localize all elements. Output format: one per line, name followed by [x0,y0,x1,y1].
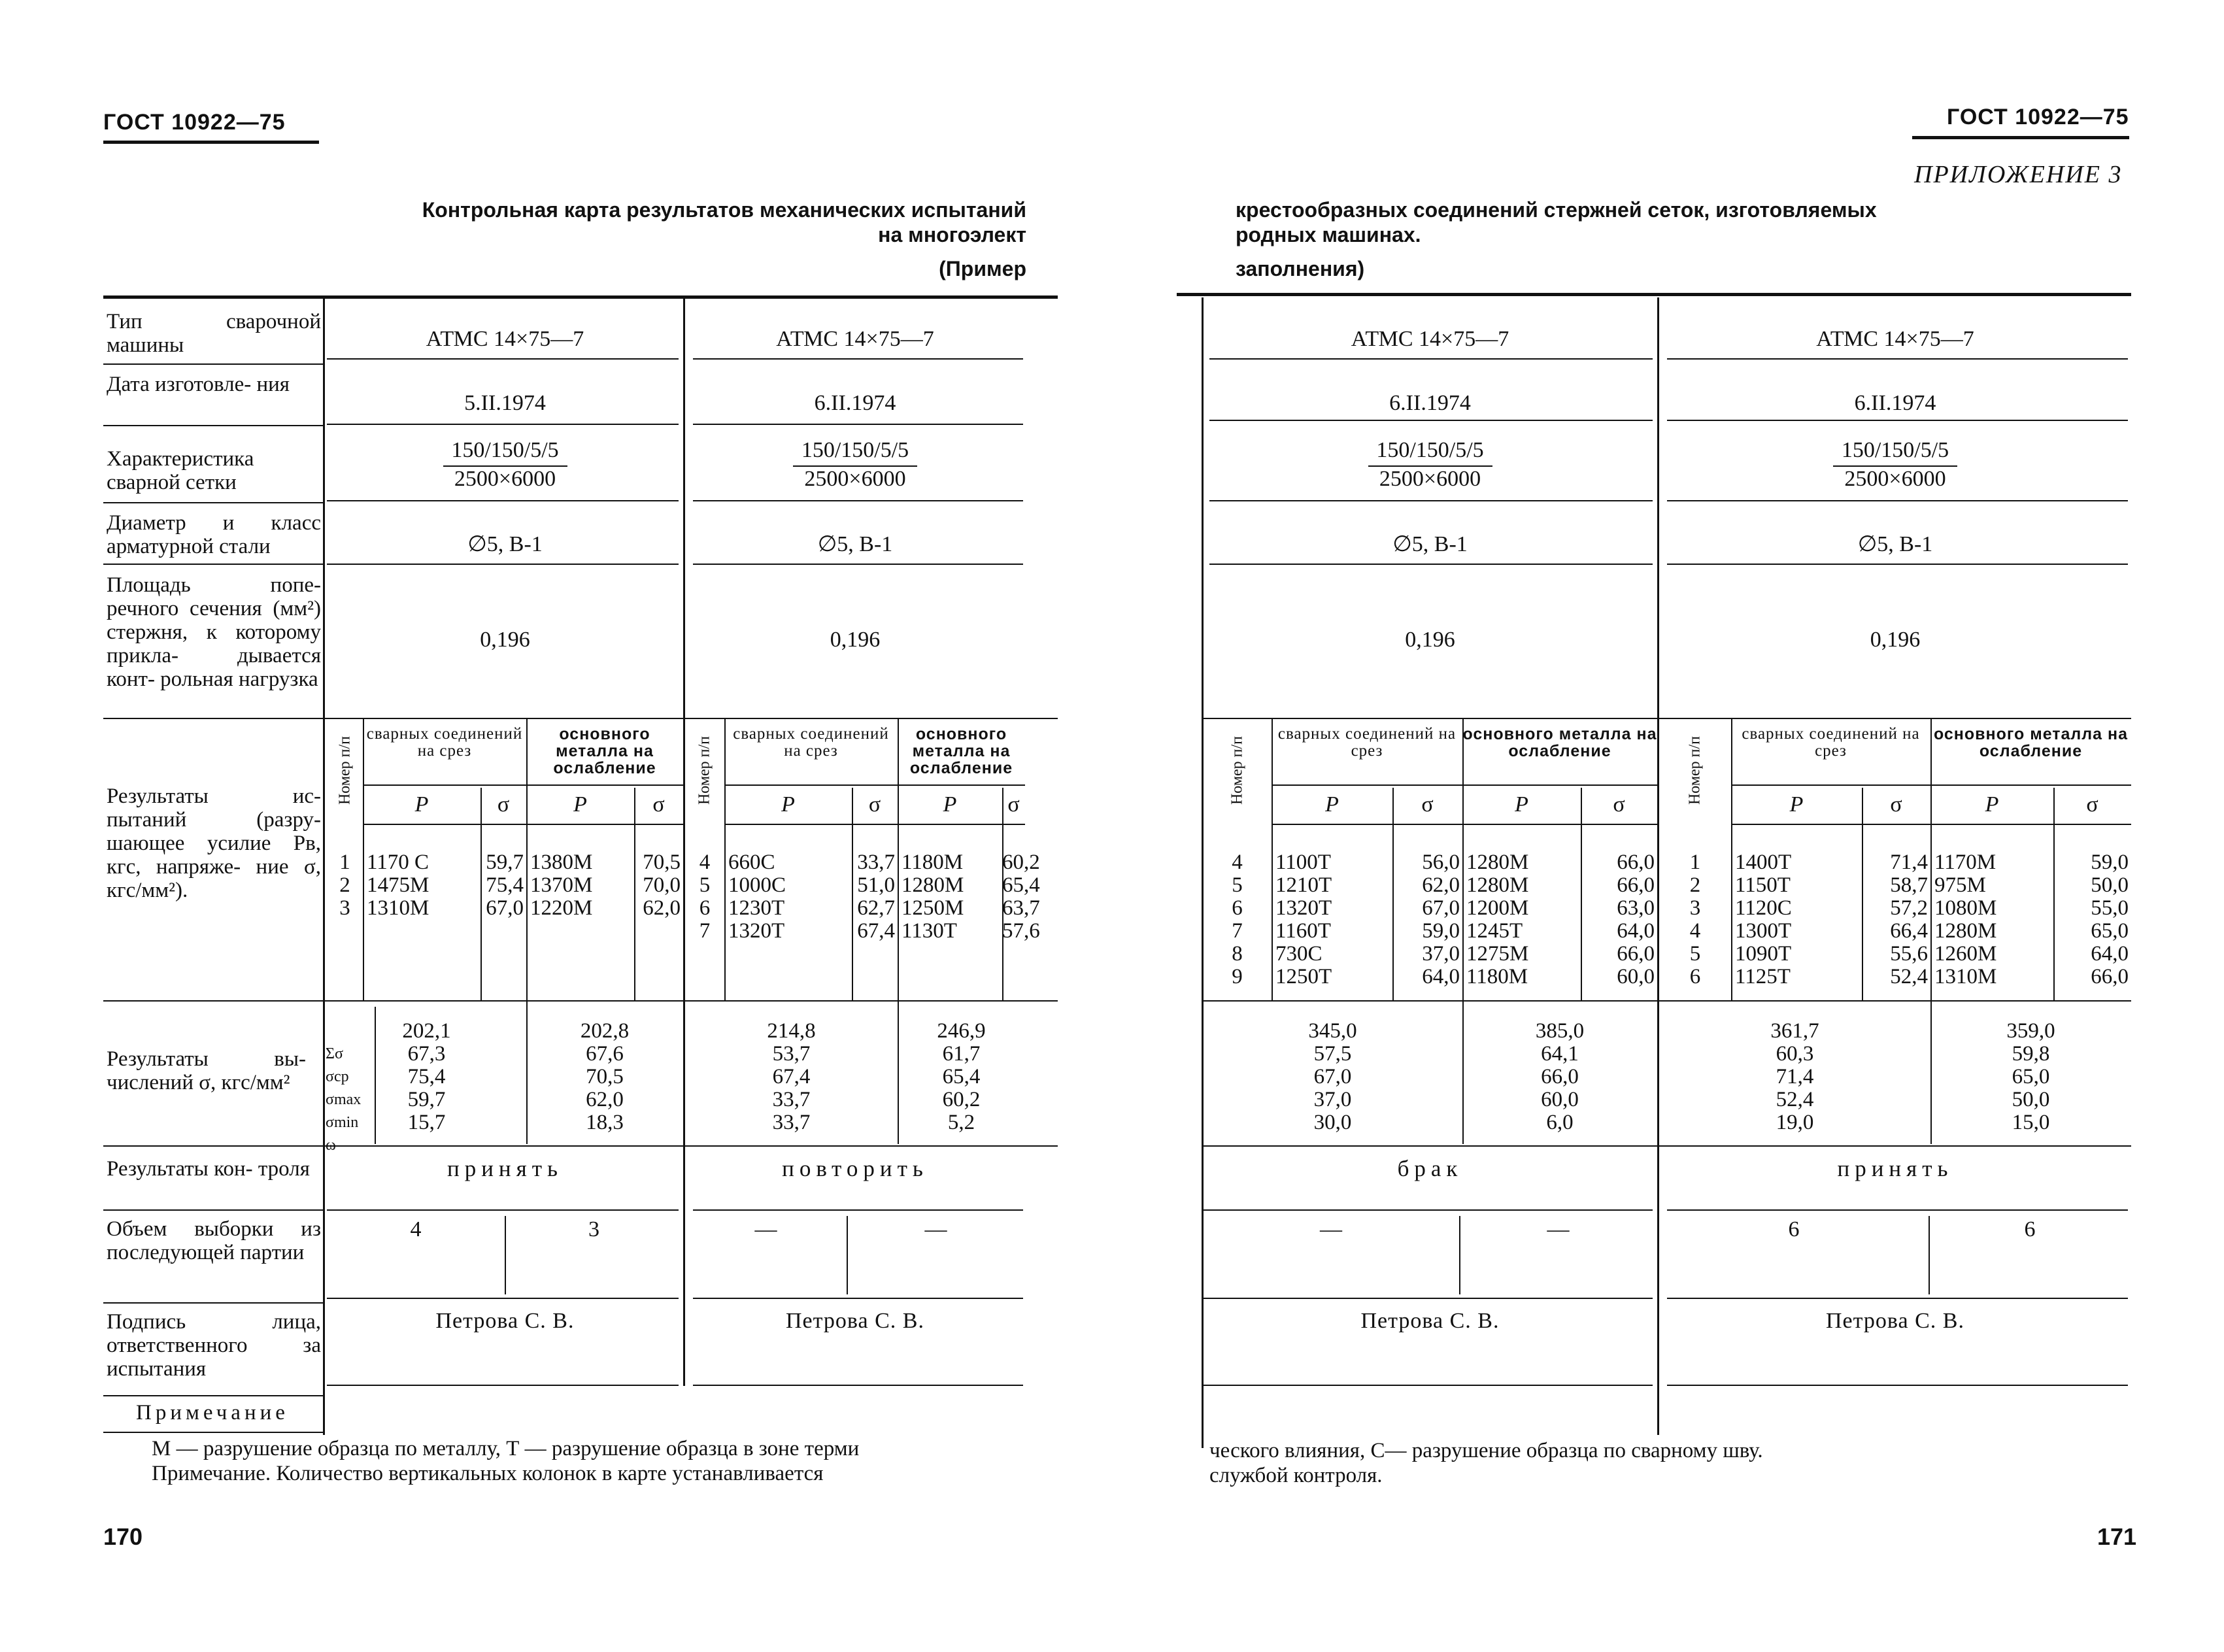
date-value: 6.II.1974 [814,391,896,415]
row-rule [103,1209,323,1211]
row-rule [1203,1145,2131,1147]
welded-header: сварных соединений на срез [1277,725,1457,760]
row-rule [103,564,323,565]
cell-rule [327,564,679,565]
P-header-welded: P [1789,792,1804,817]
footnote-left-1: М — разрушение образца по металлу, Т — разрушение образца в зоне терми [152,1437,860,1460]
cell-rule [327,1209,679,1211]
cell-rule [327,1385,679,1386]
diameter-value: ∅5, В-1 [467,532,543,556]
row-rule [103,502,323,503]
sample-numbers: 4 5 6 7 [699,851,711,943]
sigma-header-base: σ [1007,792,1020,817]
page-number-left: 170 [103,1523,143,1550]
base-P-values: 1180М 1280М 1250М 1130Т [901,851,964,943]
welded-stats: 202,1 67,3 75,4 59,7 15,7 [402,1019,451,1134]
row-rule [103,1145,1058,1147]
label-col-divider [323,297,325,1435]
row-rule [103,425,323,426]
cell-rule [1203,1298,1653,1299]
subtable-rule [724,784,1025,786]
sigma-header-welded: σ [1421,792,1434,817]
cell-rule [1667,1298,2128,1299]
sigma-header-welded: σ [1890,792,1902,817]
num-header: Номер п/п [336,735,353,805]
cell-rule [1667,420,2128,421]
row-rule [1203,1000,2131,1002]
subtable-divider [1272,719,1273,1000]
welded-sigma-values: 71,4 58,7 57,2 66,4 55,6 52,4 [1890,851,1928,988]
num-header: Номер п/п [696,735,713,805]
subtable-rule [724,824,1025,825]
sample-volume-1: — [1320,1217,1342,1241]
mesh-top-value: 150/150/5/5 [801,438,909,462]
control-result: повторить [782,1156,928,1181]
gost-header-right: ГОСТ 10922—75 [1947,105,2129,129]
label-area: Площадь попе- речного сечения (мм²) стержня, к которому прикла- дывается конт- рольная нагрузка [107,573,321,691]
sample-volume-1: 6 [1788,1217,1800,1241]
row-rule [103,363,323,365]
sample-numbers: 1 2 3 [339,851,350,920]
sample-numbers: 4 5 6 7 8 9 [1232,851,1243,988]
title-left-line1: Контрольная карта результатов механических испытаний [422,198,1026,222]
label-date: Дата изготовле- ния [107,373,290,396]
row-rule [103,718,1058,719]
base-P-values: 1380М 1370М 1220М [530,851,593,920]
row-rule [1203,718,2131,719]
label-calc-results: Результаты вы- числений σ, кгс/мм² [107,1047,306,1094]
welded-stats: 214,8 53,7 67,4 33,7 33,7 [767,1019,816,1134]
subtable-divider [1731,719,1732,1000]
cell-rule [1667,500,2128,501]
subtable-rule [363,784,683,786]
base-header: основного металла на ослабление [1462,725,1657,760]
diameter-value: ∅5, В-1 [1857,532,1933,556]
cell-rule [327,424,679,425]
sigma-header-welded: σ [497,792,510,817]
subtable-rule [1731,784,2131,786]
cell-rule [1203,1385,1653,1386]
welded-header: сварных соединений на срез [366,725,523,760]
cell-rule [1209,564,1653,565]
area-value: 0,196 [1405,628,1455,652]
title-right-line3: заполнения) [1236,257,1365,280]
diameter-value: ∅5, В-1 [817,532,893,556]
date-value: 6.II.1974 [1854,391,1936,415]
label-note: Примечание [136,1401,289,1424]
cell-rule [693,500,1023,501]
mesh-top-value: 150/150/5/5 [1841,438,1949,462]
subtable-rule [363,824,683,825]
cell-rule [1209,420,1653,421]
cell-rule [327,358,679,360]
P-header-welded: P [414,792,429,817]
signature-value: Петрова С. В. [1360,1309,1500,1333]
sigma-header-base: σ [1613,792,1625,817]
footnote-left-2 [152,1461,823,1486]
sample-numbers: 1 2 3 4 5 6 [1689,851,1701,988]
welded-P-values: 660С 1000С 1230Т 1320Т [728,851,786,943]
base-stats: 202,8 67,6 70,5 62,0 18,3 [580,1019,630,1134]
cell-rule [1209,500,1653,501]
cell-rule [693,358,1023,360]
header-rule-right [1912,136,2129,139]
row-rule [103,1395,323,1396]
cell-rule [693,564,1023,565]
cell-rule [1667,564,2128,565]
P-header-welded: P [781,792,795,817]
area-value: 0,196 [1870,628,1921,652]
welded-stats: 345,0 57,5 67,0 37,0 30,0 [1308,1019,1357,1134]
page-number-right: 171 [2097,1523,2137,1550]
welded-sigma-values: 56,0 62,0 67,0 59,0 37,0 64,0 [1422,851,1460,988]
sigma-header-base: σ [652,792,665,817]
cell-rule [1667,1209,2128,1211]
welded-P-values: 1100Т 1210Т 1320Т 1160Т 730С 1250Т [1275,851,1332,988]
label-machine-type: Тип сварочной машины [107,310,321,357]
welded-header: сварных соединений на срез [1742,725,1920,760]
base-header: основного металла на ослабление [1933,725,2129,760]
mesh-bottom-value: 2500×6000 [804,467,906,491]
cell-rule [693,1298,1023,1299]
row-rule [103,1000,1058,1002]
title-right-line2: родных машинах. [1236,223,1421,246]
cell-rule [693,424,1023,425]
welded-sigma-values: 33,7 51,0 62,7 67,4 [857,851,895,943]
mesh-top-value: 150/150/5/5 [1376,438,1484,462]
gost-header-left: ГОСТ 10922—75 [103,110,286,135]
cell-rule [1209,358,1653,360]
welded-stats: 361,7 60,3 71,4 52,4 19,0 [1770,1019,1819,1134]
sample-volume-2: 6 [2024,1217,2036,1241]
control-result: принять [446,1156,564,1181]
P-header-base: P [1985,792,1999,817]
subtable-divider [1930,719,1932,1000]
subtable-rule [1272,824,1657,825]
base-stats: 359,0 59,8 65,0 50,0 15,0 [2006,1019,2055,1134]
base-sigma-values: 59,0 50,0 55,0 65,0 64,0 66,0 [2091,851,2129,988]
machine-type-value: АТМС 14×75—7 [1816,327,1974,351]
base-sigma-values: 70,5 70,0 62,0 [643,851,681,920]
sigma-header-base: σ [2086,792,2098,817]
base-P-values: 1280М 1280М 1200М 1245Т 1275М 1180М [1466,851,1529,988]
table-top-rule-right [1177,293,2131,296]
mesh-bottom-value: 2500×6000 [1844,467,1946,491]
welded-P-values: 1170 С 1475М 1310М [367,851,430,920]
date-value: 5.II.1974 [464,391,546,415]
welded-sigma-values: 59,7 75,4 67,0 [486,851,524,920]
P-header-base: P [943,792,957,817]
header-rule-left [103,141,319,144]
P-header-base: P [573,792,587,817]
cell-rule [1667,1385,2128,1386]
title-left-line3: (Пример [939,257,1026,280]
base-sigma-values: 66,0 66,0 63,0 64,0 66,0 60,0 [1617,851,1655,988]
base-header: основного металла на ослабление [909,725,1013,777]
cell-rule [1667,358,2128,360]
title-right-line1: крестообразных соединений стержней сеток, изготовляемых [1236,198,1877,222]
machine-type-value: АТМС 14×75—7 [776,327,934,351]
subtable-divider [724,719,726,1000]
diameter-value: ∅5, В-1 [1392,532,1468,556]
sample-volume-1: 4 [410,1217,422,1241]
sample-volume-2: 3 [588,1217,599,1241]
welded-header: сварных соединений на срез [733,725,889,760]
footnote-right-2: службой контроля. [1209,1464,1383,1487]
row-rule [103,1302,323,1304]
signature-value: Петрова С. В. [435,1309,575,1333]
title-left-line2: на многоэлект [878,223,1026,246]
P-header-welded: P [1325,792,1339,817]
footnote-right-1: ческого влияния, С— разрушение образца по сварному шву. [1209,1439,1763,1462]
footnote-left-2-text: Примечание. Количество вертикальных колонок в карте устанавливается [152,1462,824,1485]
stat-symbols: Σσ σср σmax σmin ω [326,1045,362,1154]
signature-value: Петрова С. В. [786,1309,924,1333]
machine-type-value: АТМС 14×75—7 [1351,327,1509,351]
row-rule [103,1432,323,1433]
subtable-divider [363,719,364,1000]
base-stats: 246,9 61,7 65,4 60,2 5,2 [937,1019,986,1134]
signature-value: Петрова С. В. [1826,1309,1964,1333]
mesh-bottom-value: 2500×6000 [454,467,556,491]
area-value: 0,196 [480,628,530,652]
welded-P-values: 1400Т 1150Т 1120С 1300Т 1090Т 1125Т [1735,851,1792,988]
label-diameter: Диаметр и класс арматурной стали [107,511,321,558]
cell-rule [693,1385,1023,1386]
base-sigma-values: 60,2 65,4 63,7 57,6 [1002,851,1040,943]
base-P-values: 1170М 975М 1080М 1280М 1260М 1310М [1934,851,1997,988]
sample-volume-1: — [754,1217,777,1241]
label-sample-volume: Объем выборки из последующей партии [107,1217,321,1264]
sample-volume-2: — [1547,1217,1570,1241]
mesh-top-value: 150/150/5/5 [451,438,559,462]
label-mesh: Характеристика сварной сетки [107,447,254,494]
cell-rule [693,1209,1023,1211]
area-value: 0,196 [830,628,881,652]
P-header-base: P [1515,792,1528,817]
machine-type-value: АТМС 14×75—7 [426,327,584,351]
cell-rule [327,500,679,501]
num-header: Номер п/п [1228,735,1245,805]
appendix-label: ПРИЛОЖЕНИЕ 3 [1914,161,2123,188]
num-header: Номер п/п [1686,735,1704,805]
cell-rule [327,1298,679,1299]
table-top-rule-left [103,295,1058,299]
subtable-rule [1731,824,2131,825]
mesh-bottom-value: 2500×6000 [1379,467,1481,491]
subtable-divider [1462,719,1464,1000]
control-result: брак [1397,1156,1463,1181]
sigma-header-welded: σ [868,792,881,817]
label-signature: Подпись лица, ответственного за испытания [107,1310,321,1381]
base-header: основного металла на ослабление [553,725,656,777]
control-result: принять [1837,1156,1953,1181]
sample-volume-2: — [924,1217,947,1241]
base-stats: 385,0 64,1 66,0 60,0 6,0 [1535,1019,1585,1134]
label-test-results: Результаты ис- пытаний (разру- шающее усилие Pв, кгс, напряже- ние σ, кгс/мм²). [107,784,321,902]
date-value: 6.II.1974 [1389,391,1471,415]
label-control-results: Результаты кон- троля [107,1157,310,1181]
subtable-rule [1272,784,1657,786]
cell-rule [1203,1209,1653,1211]
